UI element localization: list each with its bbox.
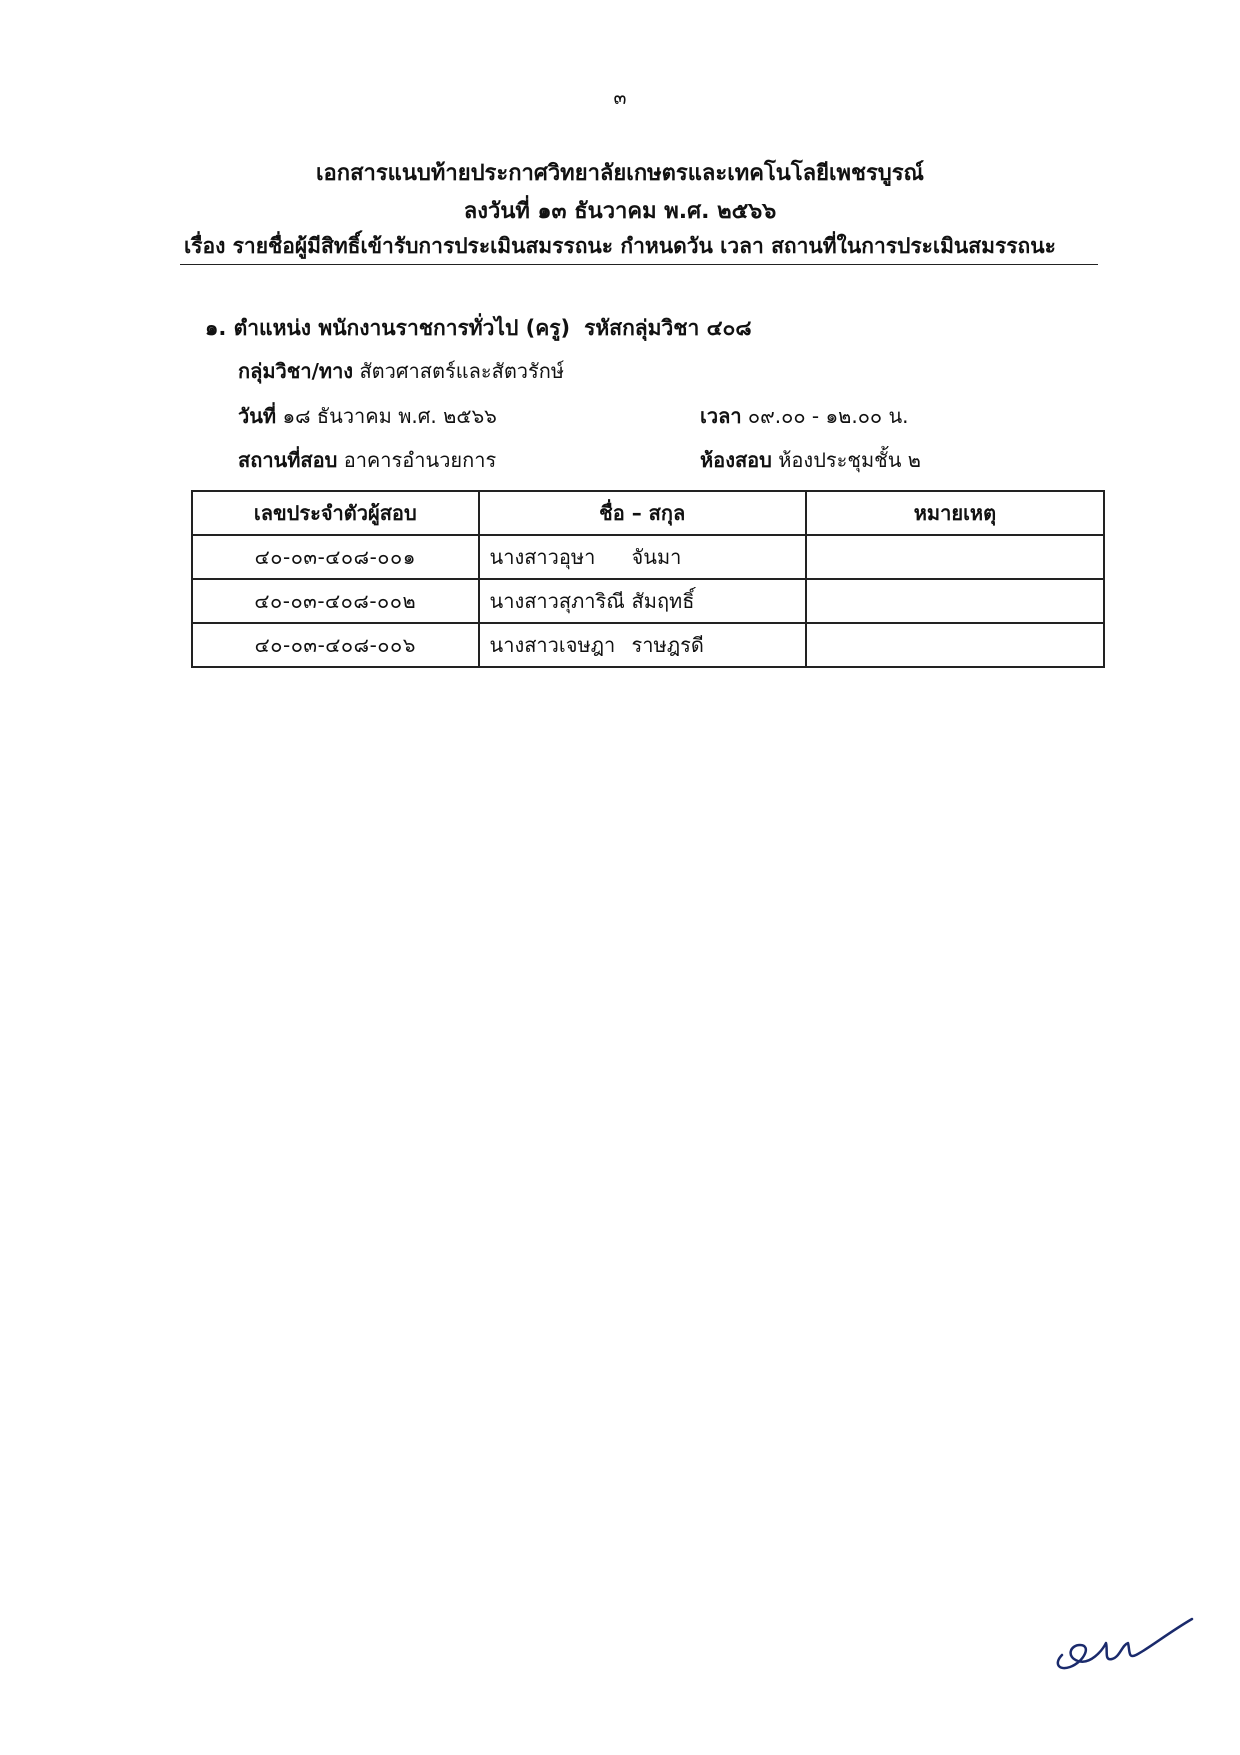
document-header	[0, 155, 1240, 231]
header-date: ลงวันที่ ๑๓ ธันวาคม พ.ศ. ๒๕๖๖	[463, 199, 777, 224]
subject-code: รหัสกลุ่มวิชา ๔๐๘	[584, 316, 752, 340]
table-row	[192, 623, 1104, 667]
exam-date-row	[238, 400, 497, 432]
header-title: เอกสารแนบท้ายประกาศวิทยาลัยเกษตรและเทคโนโลยีเพชรบูรณ์	[316, 161, 924, 186]
candidate-remark	[806, 623, 1104, 667]
candidate-name	[479, 579, 806, 623]
candidate-first-name: นางสาวเจษฎา	[489, 633, 616, 657]
table-row	[192, 535, 1104, 579]
exam-date-label: วันที่	[238, 404, 277, 428]
subject-group-label: กลุ่มวิชา/ทาง	[238, 359, 354, 383]
signature-mark	[1050, 1605, 1200, 1675]
subject-underline	[180, 264, 1098, 265]
candidate-remark	[806, 535, 1104, 579]
page-number: ๓	[613, 87, 627, 109]
table-header-row	[192, 491, 1104, 535]
table-row	[192, 579, 1104, 623]
candidate-last-name: จันมา	[631, 545, 682, 569]
exam-venue-row	[238, 444, 496, 476]
document-subject: เรื่อง รายชื่อผู้มีสิทธิ์เข้ารับการประเมินสมรรถนะ กำหนดวัน เวลา สถานที่ในการประเมินสมรรถนะ	[184, 234, 1056, 258]
candidate-remark	[806, 579, 1104, 623]
exam-time-row	[700, 400, 909, 432]
exam-time-value: ๐๙.๐๐ - ๑๒.๐๐ น.	[747, 404, 909, 428]
candidate-first-name: นางสาวสุภาริณี	[489, 589, 625, 613]
candidate-name	[479, 623, 806, 667]
section-title	[205, 312, 752, 345]
candidate-id: ๔๐-๐๓-๔๐๘-๐๐๒	[192, 579, 479, 623]
exam-venue-label: สถานที่สอบ	[238, 448, 338, 472]
exam-date-value: ๑๘ ธันวาคม พ.ศ. ๒๕๖๖	[282, 404, 497, 428]
candidate-name	[479, 535, 806, 579]
candidate-last-name: ราษฎรดี	[631, 633, 704, 657]
exam-room-label: ห้องสอบ	[700, 448, 772, 472]
header-full-name: ชื่อ – สกุล	[479, 491, 806, 535]
candidate-first-name: นางสาวอุษา	[489, 545, 596, 569]
exam-time-label: เวลา	[700, 404, 742, 428]
subject-group-value: สัตวศาสตร์และสัตวรักษ์	[359, 359, 565, 383]
exam-room-value: ห้องประชุมชั้น ๒	[778, 448, 921, 472]
header-candidate-id: เลขประจำตัวผู้สอบ	[192, 491, 479, 535]
candidate-id: ๔๐-๐๓-๔๐๘-๐๐๑	[192, 535, 479, 579]
header-remark: หมายเหตุ	[806, 491, 1104, 535]
candidate-last-name: สัมฤทธิ์	[631, 589, 695, 613]
exam-venue-value: อาคารอำนวยการ	[343, 448, 497, 472]
subject-group-row	[238, 355, 564, 387]
candidate-id: ๔๐-๐๓-๔๐๘-๐๐๖	[192, 623, 479, 667]
exam-room-row	[700, 444, 921, 476]
candidate-table	[191, 490, 1105, 668]
position-title: ๑. ตำแหน่ง พนักงานราชการทั่วไป (ครู)	[205, 316, 571, 340]
